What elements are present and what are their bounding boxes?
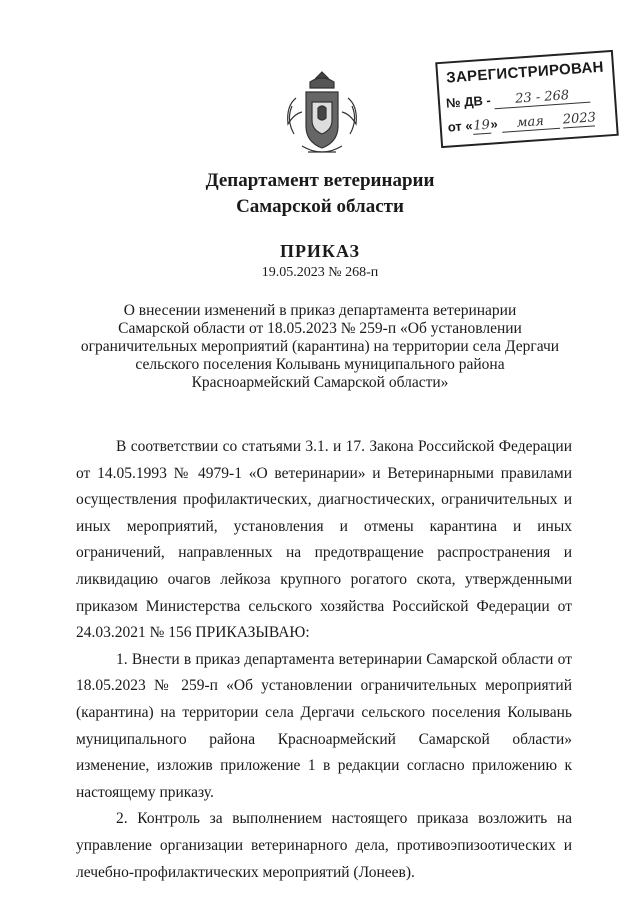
department-name-line2: Самарской области: [236, 196, 404, 217]
subject-line: О внесении изменений в приказ департамента ветеринарии: [123, 302, 517, 319]
stamp-number-value: 23 - 268: [494, 87, 591, 110]
subject-line: Самарской области от 18.05.2023 № 259-п «Об установлении: [118, 320, 522, 337]
stamp-date-day: 19: [472, 117, 491, 134]
stamp-date-month: мая: [501, 113, 560, 133]
stamp-title: ЗАРЕГИСТРИРОВАН: [445, 58, 605, 87]
body-preamble: В соответствии со статьями 3.1. и 17. Закона Российской Федерации от 14.05.1993 № 4979-1 «О ветеринарии» и Ветеринарными правилами осуществления профилактических, диагностических, ограничительных и иных мероприятий, установления и отмены карантина и иных ограничений, направленных на предотвращение распространения и ликвидацию очагов лейкоза крупного рогатого скота, утвержденными приказом Министерства сельского хозяйства Российской Федерации от 24.03.2021 № 156 ПРИКАЗЫВАЮ:: [76, 438, 572, 642]
subject-line: ограничительных мероприятий (карантина) на территории села Дергачи: [80, 338, 560, 355]
registration-stamp: [435, 50, 619, 148]
stamp-number-label: № ДВ -: [445, 92, 492, 111]
subject-line: Красноармейский Самарской области»: [191, 374, 449, 391]
stamp-date-year: 2023: [562, 110, 597, 128]
document-type-title: ПРИКАЗ: [279, 241, 361, 261]
stamp-date-prefix: от «: [447, 117, 474, 135]
document-body: [76, 434, 572, 886]
body-item-2: 2. Контроль за выполнением настоящего приказа возложить на управление организации ветеринарного дела, противоэпизоотических и лечебно-профилактических мероприятий (Лонеев).: [76, 810, 572, 881]
coat-of-arms-emblem: [282, 68, 362, 160]
document-date-number: 19.05.2023 № 268-п: [261, 265, 379, 280]
body-item-1: 1. Внести в приказ департамента ветеринарии Самарской области от 18.05.2023 № 259-п «Об установлении ограничительных мероприятий (карантина) на территории села Дергачи сельского поселения Колывань муниципального района Красноармейский Самарской области» изменение, изложив приложение 1 в редакции согласно приложению к настоящему приказу.: [76, 650, 572, 801]
document-subject: [0, 302, 640, 392]
subject-line: сельского поселения Колывань муниципального района: [135, 356, 505, 373]
department-name-line1: Департамент ветеринарии: [205, 170, 435, 191]
stamp-date-separator: »: [489, 116, 499, 132]
